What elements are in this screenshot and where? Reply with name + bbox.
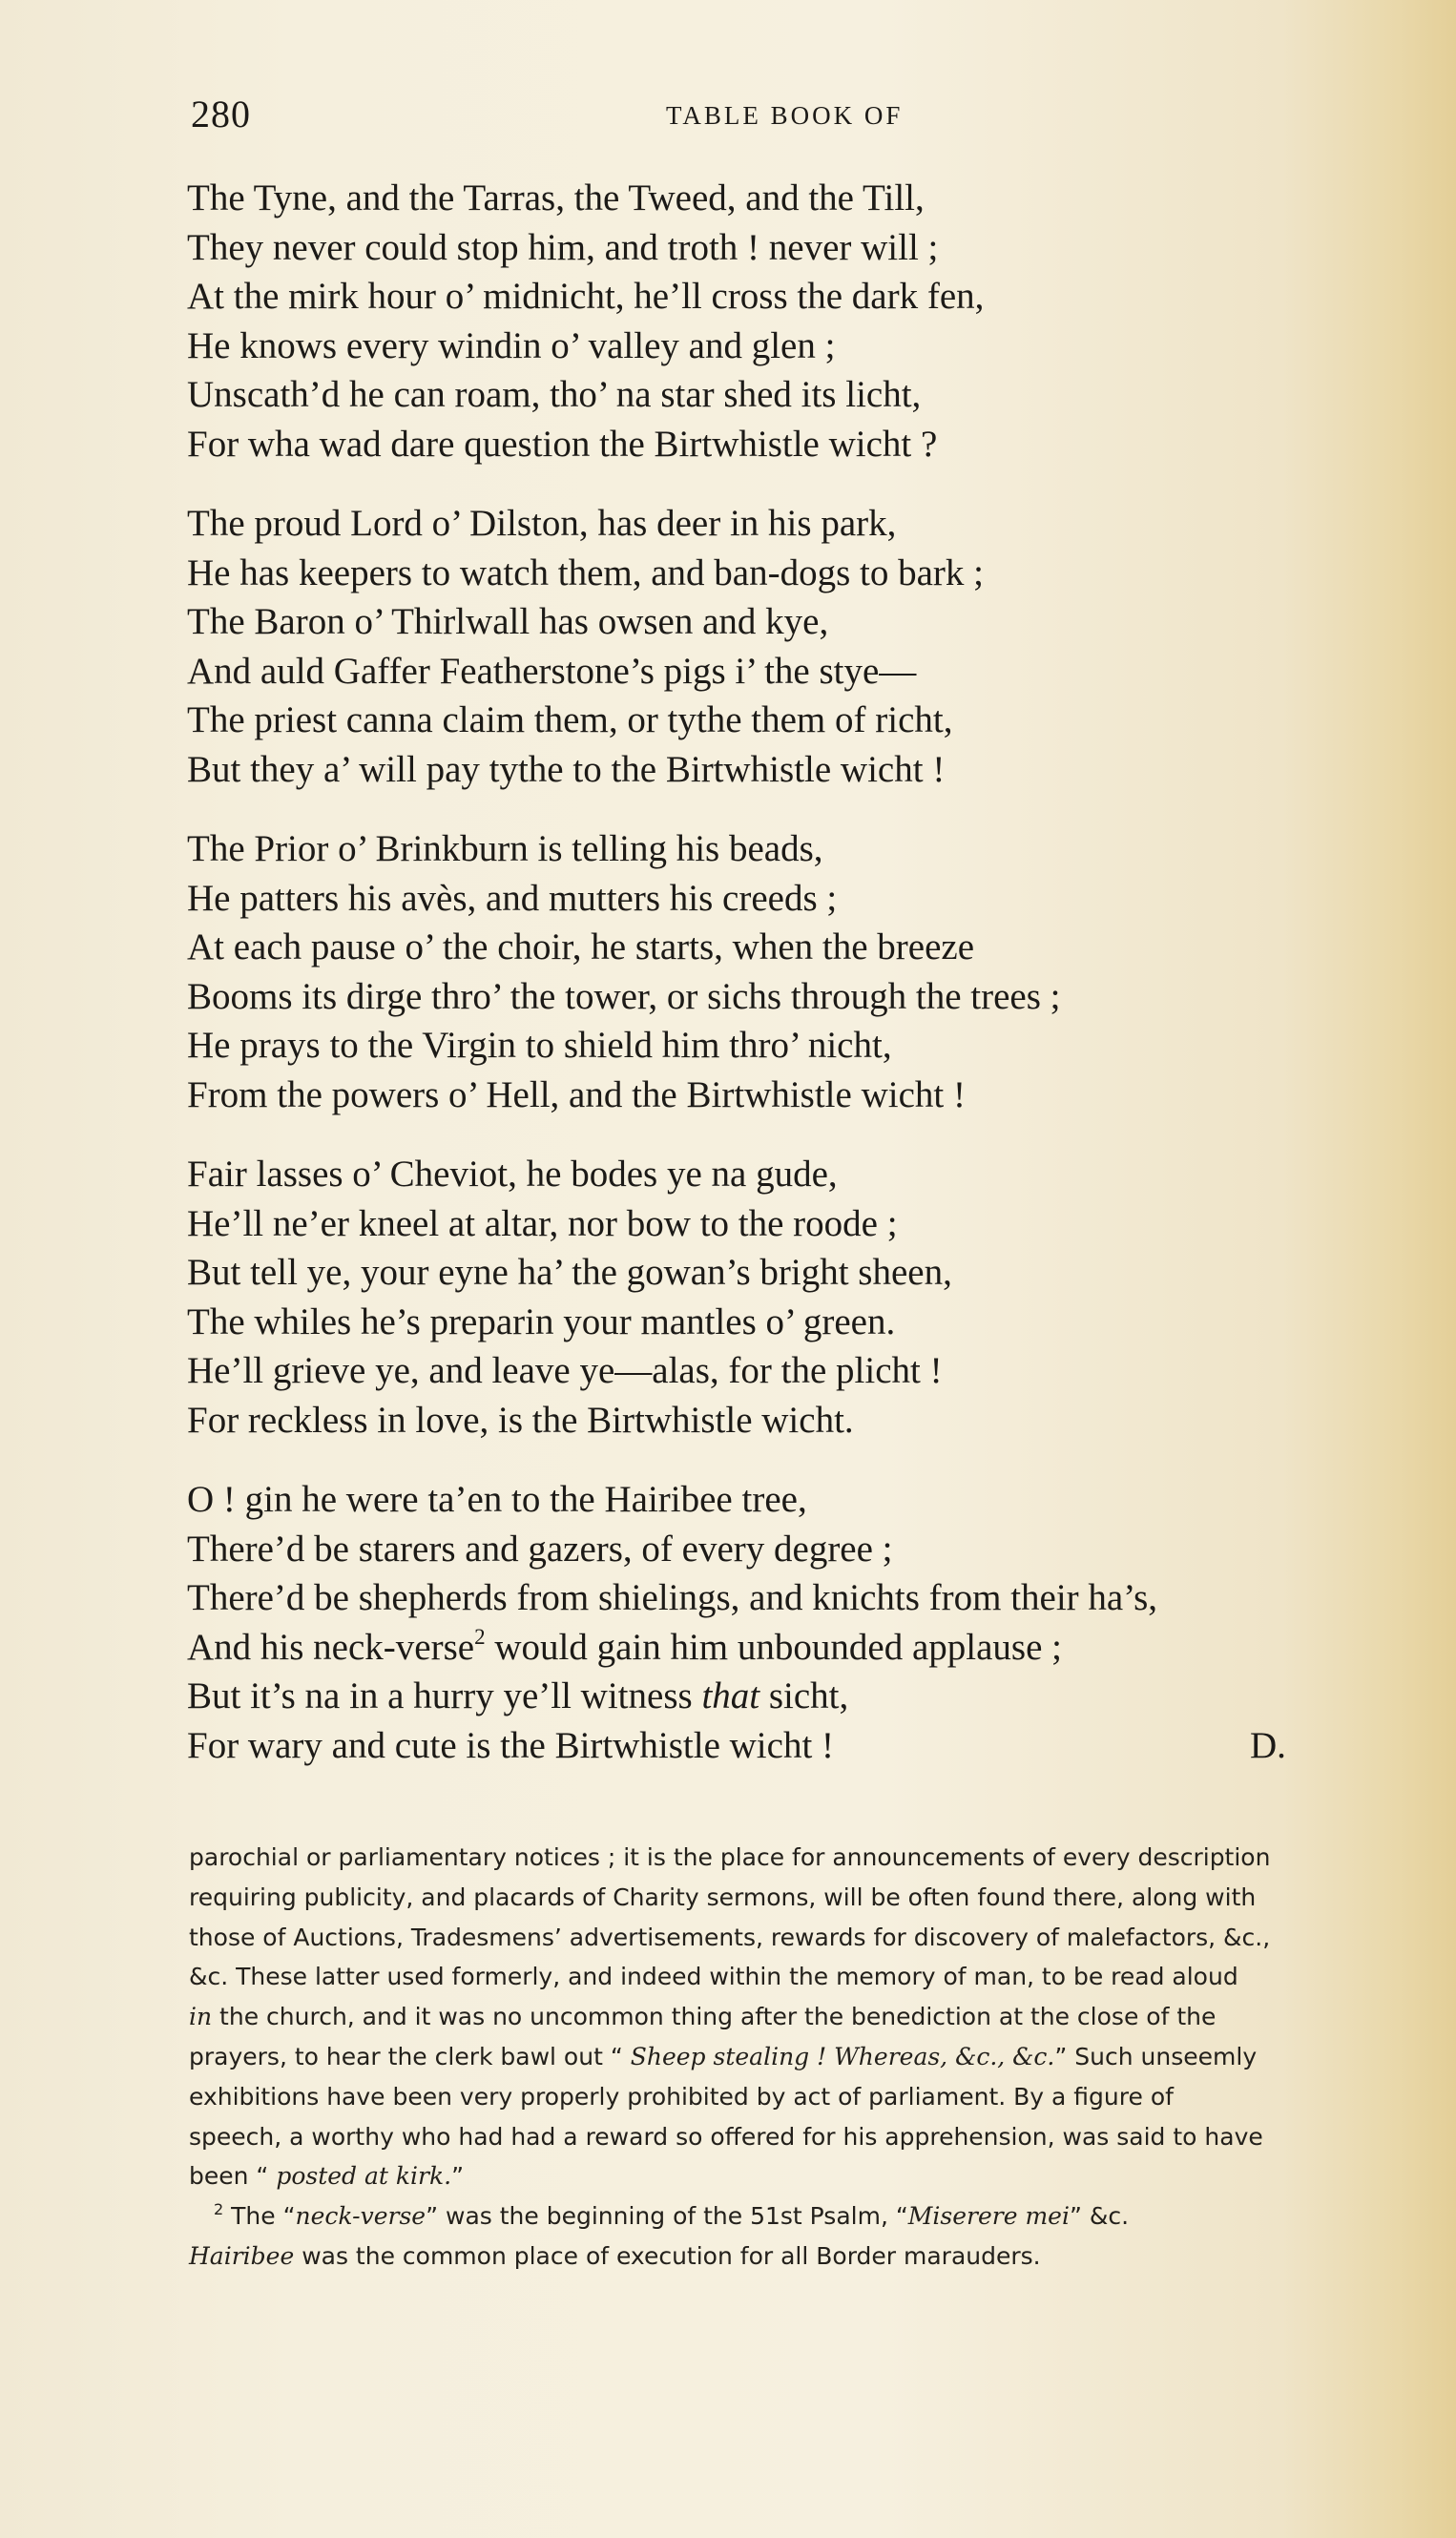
verse-text: For wary and cute is the Birtwhistle wicht ! <box>187 1724 835 1766</box>
verse-line: But they a’ will pay tythe to the Birtwhistle wicht ! <box>187 748 946 790</box>
verse-line: Unscath’d he can roam, tho’ na star shed its licht, <box>187 374 922 415</box>
footnote-text: ” was the beginning of the 51st Psalm, “ <box>426 2202 908 2231</box>
verse-line: They never could stop him, and troth ! never will ; <box>187 226 939 268</box>
verse-line: O ! gin he were ta’en to the Hairibee tree, <box>187 1479 807 1520</box>
footnote-text: been “ <box>189 2162 277 2191</box>
verse-line: The proud Lord o’ Dilston, has deer in his park, <box>187 503 897 544</box>
stanza-5 <box>187 1475 1370 1770</box>
verse-line: He knows every windin o’ valley and glen ; <box>187 324 836 366</box>
page-number: 280 <box>191 93 251 135</box>
footnote-ref-2: 2 <box>474 1624 486 1649</box>
verse-line: He’ll ne’er kneel at altar, nor bow to the roode ; <box>187 1202 898 1244</box>
footnote-line: &c. These latter used formerly, and indeed within the memory of man, to be read aloud <box>189 1963 1238 1991</box>
footnote-line: those of Auctions, Tradesmens’ advertisements, rewards for discovery of malefactors, &c., <box>189 1923 1271 1951</box>
footnote-italic: posted at kirk. <box>276 2162 452 2191</box>
stanza-2 <box>187 499 1370 794</box>
verse-line: The priest canna claim them, or tythe them of richt, <box>187 699 953 740</box>
footnote-number: 2 <box>214 2200 224 2219</box>
verse-line: But tell ye, your eyne ha’ the gowan’s bright sheen, <box>187 1252 952 1293</box>
footnote-text: ” <box>451 2162 465 2191</box>
verse-line: He patters his avès, and mutters his creeds ; <box>187 877 838 919</box>
verse-line: He has keepers to watch them, and ban-dogs to bark ; <box>187 551 984 593</box>
verse-line: The whiles he’s preparin your mantles o’ green. <box>187 1300 896 1342</box>
verse-line <box>187 1623 1370 1673</box>
verse-text: sicht, <box>759 1675 849 1716</box>
verse-text: And his neck-verse <box>187 1626 475 1668</box>
stanza-3 <box>187 824 1370 1119</box>
footnote-line: parochial or parliamentary notices ; it is the place for announcements of every description <box>189 1843 1271 1871</box>
verse-italic: that <box>701 1675 760 1716</box>
verse-line: The Prior o’ Brinkburn is telling his beads, <box>187 828 823 869</box>
verse-text: But it’s na in a hurry ye’ll witness <box>187 1675 702 1716</box>
footnote-italic: Hairibee <box>189 2241 295 2270</box>
verse-line: The Baron o’ Thirlwall has owsen and kye, <box>187 601 829 642</box>
verse-text: would gain him unbounded applause ; <box>485 1626 1062 1668</box>
author-signature: D. <box>1250 1724 1286 1766</box>
stanza-1 <box>187 174 1370 468</box>
footnote-italic: Miserere mei <box>907 2202 1070 2231</box>
footnote-line: speech, a worthy who had had a reward so offered for his apprehension, was said to have <box>189 2122 1263 2151</box>
footnote-line: exhibitions have been very properly prohibited by act of parliament. By a figure of <box>189 2082 1174 2111</box>
running-head: TABLE BOOK OF <box>666 101 904 130</box>
footnote-text: ” Such unseemly <box>1054 2042 1258 2070</box>
verse-line: He prays to the Virgin to shield him thro’ nicht, <box>187 1025 892 1066</box>
footnote-line <box>189 2236 1372 2277</box>
verse-line: There’d be starers and gazers, of every degree ; <box>187 1528 893 1570</box>
verse-line: For wha wad dare question the Birtwhistle wicht ? <box>187 423 938 465</box>
footnote-text: was the common place of execution for all Border marauders. <box>294 2241 1041 2270</box>
footnote-text: ” &c. <box>1069 2202 1130 2231</box>
verse-line: The Tyne, and the Tarras, the Tweed, and the Till, <box>187 177 925 218</box>
verse-line: He’ll grieve ye, and leave ye—alas, for the plicht ! <box>187 1350 943 1391</box>
footnote-line: requiring publicity, and placards of Charity sermons, will be often found there, along with <box>189 1883 1257 1911</box>
footnote-italic: Sheep stealing ! Whereas, &c., &c. <box>630 2042 1055 2070</box>
verse-line: There’d be shepherds from shielings, and knichts from their ha’s, <box>187 1577 1157 1618</box>
footnote-italic: neck-verse <box>295 2202 426 2231</box>
verse-line: At the mirk hour o’ midnicht, he’ll cross the dark fen, <box>187 276 985 317</box>
footnote-text: prayers, to hear the clerk bawl out “ <box>189 2042 631 2070</box>
page-header <box>191 92 1345 135</box>
verse-line: Fair lasses o’ Cheviot, he bodes ye na gude, <box>187 1154 838 1195</box>
verse-line: Booms its dirge thro’ the tower, or sichs through the trees ; <box>187 975 1061 1017</box>
verse-line: At each pause o’ the choir, he starts, when the breeze <box>187 926 975 967</box>
footnote-text: The “ <box>223 2202 296 2231</box>
poem <box>187 174 1370 1800</box>
footnote-line <box>189 2156 1372 2196</box>
verse-line: From the powers o’ Hell, and the Birtwhistle wicht ! <box>187 1073 966 1115</box>
verse-line: And auld Gaffer Featherstone’s pigs i’ the stye— <box>187 650 917 692</box>
verse-line <box>187 1672 1370 1721</box>
footnotes <box>189 1838 1372 2277</box>
footnote-line <box>189 1997 1372 2037</box>
stanza-4 <box>187 1150 1370 1445</box>
footnote-line <box>189 2196 1372 2236</box>
footnote-italic: in <box>189 2003 213 2031</box>
verse-line <box>187 1721 1370 1771</box>
footnote-text: the church, and it was no uncommon thing after the benediction at the close of the <box>212 2003 1217 2031</box>
footnote-line <box>189 2037 1372 2077</box>
verse-line: For reckless in love, is the Birtwhistle wicht. <box>187 1399 854 1441</box>
